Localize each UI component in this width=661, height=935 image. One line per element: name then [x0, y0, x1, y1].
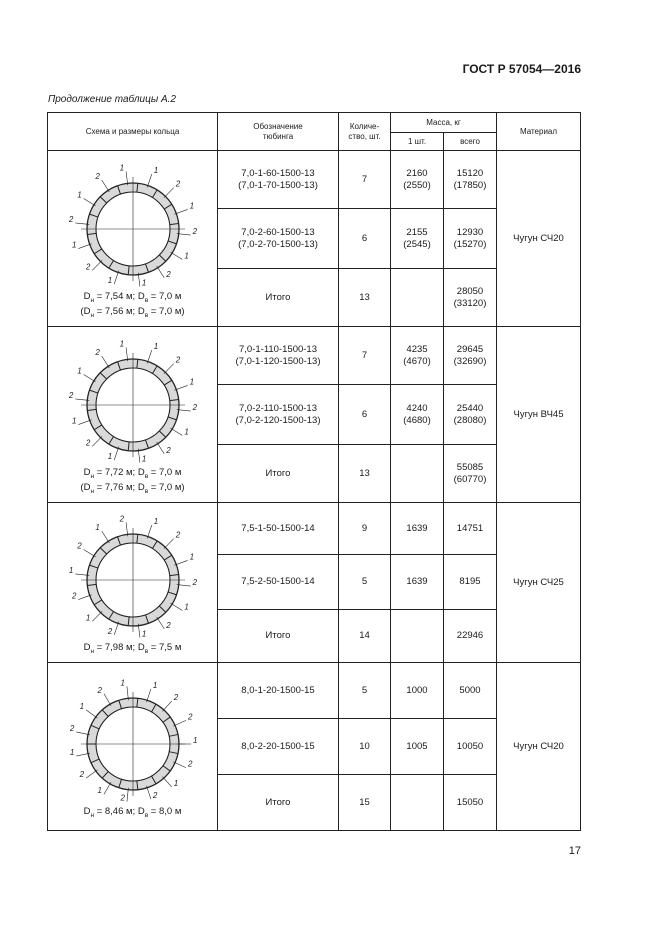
- mass-total: 12930 (15270): [444, 209, 497, 269]
- leader-line: [156, 443, 164, 455]
- ring-dimensions: [48, 806, 217, 820]
- leader-line: [156, 267, 164, 279]
- segment-number-label: 1: [76, 190, 82, 200]
- leader-line: [83, 375, 95, 382]
- segment-number-label: 1: [141, 279, 146, 289]
- ring-scheme-cell: [48, 327, 218, 503]
- mass-one: 2160 (2550): [391, 151, 444, 209]
- segment-number-label: 1: [173, 779, 178, 789]
- mass-one: 1005: [391, 719, 444, 775]
- leader-line: [174, 386, 187, 391]
- ring-scheme-cell: [48, 151, 218, 327]
- table-row: [48, 327, 581, 385]
- segment-number-label: 2: [97, 686, 102, 696]
- quantity: 7: [339, 151, 391, 209]
- leader-line: [162, 777, 171, 787]
- segment-number-label: 2: [85, 438, 90, 448]
- leader-line: [173, 762, 186, 768]
- mass-total: 14751: [444, 503, 497, 555]
- mass-total: 8195: [444, 555, 497, 610]
- mass-one: 1639: [391, 555, 444, 610]
- segment-number-label: 2: [107, 627, 112, 637]
- mass-total: 5000: [444, 663, 497, 719]
- leader-line: [92, 612, 102, 622]
- segment-number-label: 2: [175, 180, 180, 190]
- leader-line: [170, 429, 182, 436]
- col-header-quantity: Количе- ство, шт.: [339, 113, 391, 151]
- segment-number-label: 2: [175, 356, 180, 366]
- segment-number-label: 2: [165, 621, 171, 631]
- segment-number-label: 2: [165, 446, 171, 456]
- mass-one: 1000: [391, 663, 444, 719]
- leader-line: [163, 364, 173, 374]
- tubing-code: 7,5-2-50-1500-14: [218, 555, 339, 610]
- ring-dimension-line: ($D_н = 7,56$ м; $D_в = 7,0$ м): [80, 305, 185, 319]
- segment-number-label: 1: [189, 201, 194, 211]
- segment-number-label: 1: [94, 523, 100, 533]
- ring-diagram: [63, 163, 203, 289]
- segment-number-label: 1: [141, 630, 146, 640]
- col-header-designation: Обозначение тюбинга: [218, 113, 339, 151]
- leader-line: [173, 721, 186, 727]
- segment-number-label: 2: [165, 270, 171, 280]
- col-header-mass-total: всего: [444, 133, 497, 151]
- ring-dimension-line: $D_н = 7,72$ м; $D_в = 7,0$ м: [83, 467, 182, 481]
- segment-number-label: 2: [152, 791, 157, 801]
- segment-number-label: 1: [183, 427, 189, 437]
- segment-number-label: 1: [153, 517, 158, 527]
- leader-line: [92, 261, 102, 271]
- mass-one: [391, 610, 444, 663]
- mass-one: 4235 (4670): [391, 327, 444, 385]
- segment-number-label: 2: [94, 172, 100, 182]
- segment-number-label: 1: [107, 452, 112, 462]
- leader-line: [101, 532, 109, 544]
- tubing-code: 7,0-1-60-1500-13 (7,0-1-70-1500-13): [218, 151, 339, 209]
- mass-one: [391, 445, 444, 503]
- page-number: 17: [568, 845, 581, 857]
- segment-number-label: 1: [107, 276, 112, 286]
- leader-line: [101, 181, 109, 193]
- quantity: 13: [339, 445, 391, 503]
- tubing-code: 8,0-1-20-1500-15: [218, 663, 339, 719]
- mass-one: 4240 (4680): [391, 385, 444, 445]
- quantity: 13: [339, 269, 391, 327]
- segment-number-label: 2: [76, 541, 82, 551]
- col-header-material: Материал: [497, 113, 581, 151]
- leader-line: [92, 437, 102, 447]
- quantity: 15: [339, 775, 391, 831]
- segment-number-label: 2: [187, 760, 192, 770]
- quantity: 5: [339, 555, 391, 610]
- segment-number-label: 1: [119, 163, 124, 173]
- mass-one: [391, 775, 444, 831]
- tubing-code: 8,0-2-20-1500-15: [218, 719, 339, 775]
- segment-number-label: 1: [71, 241, 76, 251]
- leader-line: [156, 618, 164, 630]
- segment-number-label: 2: [79, 770, 84, 780]
- segment-number-label: 2: [71, 592, 76, 602]
- material: Чугун СЧ20: [497, 663, 581, 831]
- segment-number-label: 1: [69, 748, 74, 758]
- leader-line: [101, 357, 109, 369]
- table-caption: Продолжение таблицы А.2: [48, 94, 176, 105]
- segment-number-label: 1: [85, 613, 90, 623]
- leader-line: [78, 420, 91, 425]
- quantity: 6: [339, 385, 391, 445]
- leader-line: [104, 694, 111, 706]
- ring-diagram: [63, 678, 203, 804]
- segment-number-label: 1: [183, 251, 189, 261]
- quantity: 5: [339, 663, 391, 719]
- total-label: Итого: [218, 445, 339, 503]
- segment-number-label: 1: [189, 552, 194, 562]
- ring-scheme-cell: [48, 663, 218, 831]
- segment-number-label: 2: [192, 227, 197, 237]
- quantity: 14: [339, 610, 391, 663]
- segment-number-label: 2: [175, 531, 180, 541]
- mass-total: 55085 (60770): [444, 445, 497, 503]
- material: Чугун ВЧ45: [497, 327, 581, 503]
- segment-number-label: 1: [192, 736, 197, 746]
- segment-number-label: 2: [187, 712, 192, 722]
- quantity: 6: [339, 209, 391, 269]
- tubing-code: 7,0-2-110-1500-13 (7,0-2-120-1500-13): [218, 385, 339, 445]
- total-label: Итого: [218, 610, 339, 663]
- segment-number-label: 1: [119, 339, 124, 349]
- ring-dimensions: [48, 642, 217, 656]
- tubing-code: 7,0-2-60-1500-13 (7,0-2-70-1500-13): [218, 209, 339, 269]
- col-header-mass: Масса, кг: [391, 113, 497, 133]
- col-header-mass-one: 1 шт.: [391, 133, 444, 151]
- segment-number-label: 2: [173, 693, 178, 703]
- leader-line: [83, 550, 95, 557]
- mass-one: 2155 (2545): [391, 209, 444, 269]
- leader-line: [86, 710, 97, 718]
- leader-line: [170, 253, 182, 260]
- segment-number-label: 1: [97, 786, 102, 796]
- standard-header: ГОСТ Р 57054—2016: [462, 62, 581, 76]
- mass-total: 10050: [444, 719, 497, 775]
- mass-total: 15050: [444, 775, 497, 831]
- leader-line: [163, 188, 173, 198]
- leader-line: [78, 595, 91, 600]
- segment-number-label: 2: [68, 215, 73, 225]
- segment-number-label: 2: [192, 578, 197, 588]
- segment-number-label: 1: [153, 166, 158, 176]
- quantity: 9: [339, 503, 391, 555]
- ring-dimension-line: $D_н = 8,46$ м; $D_в = 8,0$ м: [83, 806, 182, 820]
- segment-number-label: 2: [68, 391, 73, 401]
- leader-line: [104, 783, 111, 795]
- mass-total: 22946: [444, 610, 497, 663]
- segment-number-label: 2: [69, 724, 74, 734]
- tubing-code: 7,5-1-50-1500-14: [218, 503, 339, 555]
- col-header-scheme: Схема и размеры кольца: [48, 113, 218, 151]
- segment-number-label: 2: [119, 514, 124, 524]
- segment-number-label: 1: [141, 455, 146, 465]
- material: Чугун СЧ25: [497, 503, 581, 663]
- ring-dimension-line: $D_н = 7,98$ м; $D_в = 7,5$ м: [83, 642, 182, 656]
- ring-dimensions: [48, 291, 217, 319]
- table-row: [48, 151, 581, 209]
- leader-line: [174, 210, 187, 215]
- leader-line: [86, 770, 97, 778]
- segment-number-label: 1: [68, 566, 73, 576]
- ring-dimensions: [48, 467, 217, 495]
- table-row: [48, 663, 581, 719]
- segment-number-label: 1: [76, 366, 82, 376]
- mass-one: [391, 269, 444, 327]
- segment-number-label: 2: [94, 348, 100, 358]
- mass-total: 28050 (33120): [444, 269, 497, 327]
- ring-diagram: [63, 339, 203, 465]
- total-label: Итого: [218, 775, 339, 831]
- ring-scheme-cell: [48, 503, 218, 663]
- ring-diagram: [63, 514, 203, 640]
- segment-number-label: 1: [79, 702, 84, 712]
- leader-line: [78, 244, 91, 249]
- ring-dimension-line: ($D_н = 7,76$ м; $D_в = 7,0$ м): [80, 481, 185, 495]
- segment-number-label: 1: [71, 417, 76, 427]
- mass-total: 25440 (28080): [444, 385, 497, 445]
- leader-line: [163, 539, 173, 549]
- segment-number-label: 2: [119, 794, 125, 804]
- ring-dimension-line: $D_н = 7,54$ м; $D_в = 7,0$ м: [83, 291, 182, 305]
- leader-line: [162, 701, 171, 711]
- mass-one: 1639: [391, 503, 444, 555]
- segment-number-label: 2: [85, 262, 90, 272]
- segment-number-label: 2: [192, 403, 197, 413]
- leader-line: [174, 561, 187, 566]
- segment-number-label: 1: [153, 342, 158, 352]
- mass-total: 29645 (32690): [444, 327, 497, 385]
- segment-number-label: 1: [119, 678, 125, 688]
- quantity: 10: [339, 719, 391, 775]
- leader-line: [83, 199, 95, 206]
- segment-number-label: 1: [189, 377, 194, 387]
- table-row: [48, 503, 581, 555]
- mass-total: 15120 (17850): [444, 151, 497, 209]
- total-label: Итого: [218, 269, 339, 327]
- segment-number-label: 1: [183, 602, 189, 612]
- quantity: 7: [339, 327, 391, 385]
- ring-table: [47, 112, 581, 831]
- segment-number-label: 1: [152, 681, 157, 691]
- tubing-code: 7,0-1-110-1500-13 (7,0-1-120-1500-13): [218, 327, 339, 385]
- leader-line: [170, 604, 182, 611]
- material: Чугун СЧ20: [497, 151, 581, 327]
